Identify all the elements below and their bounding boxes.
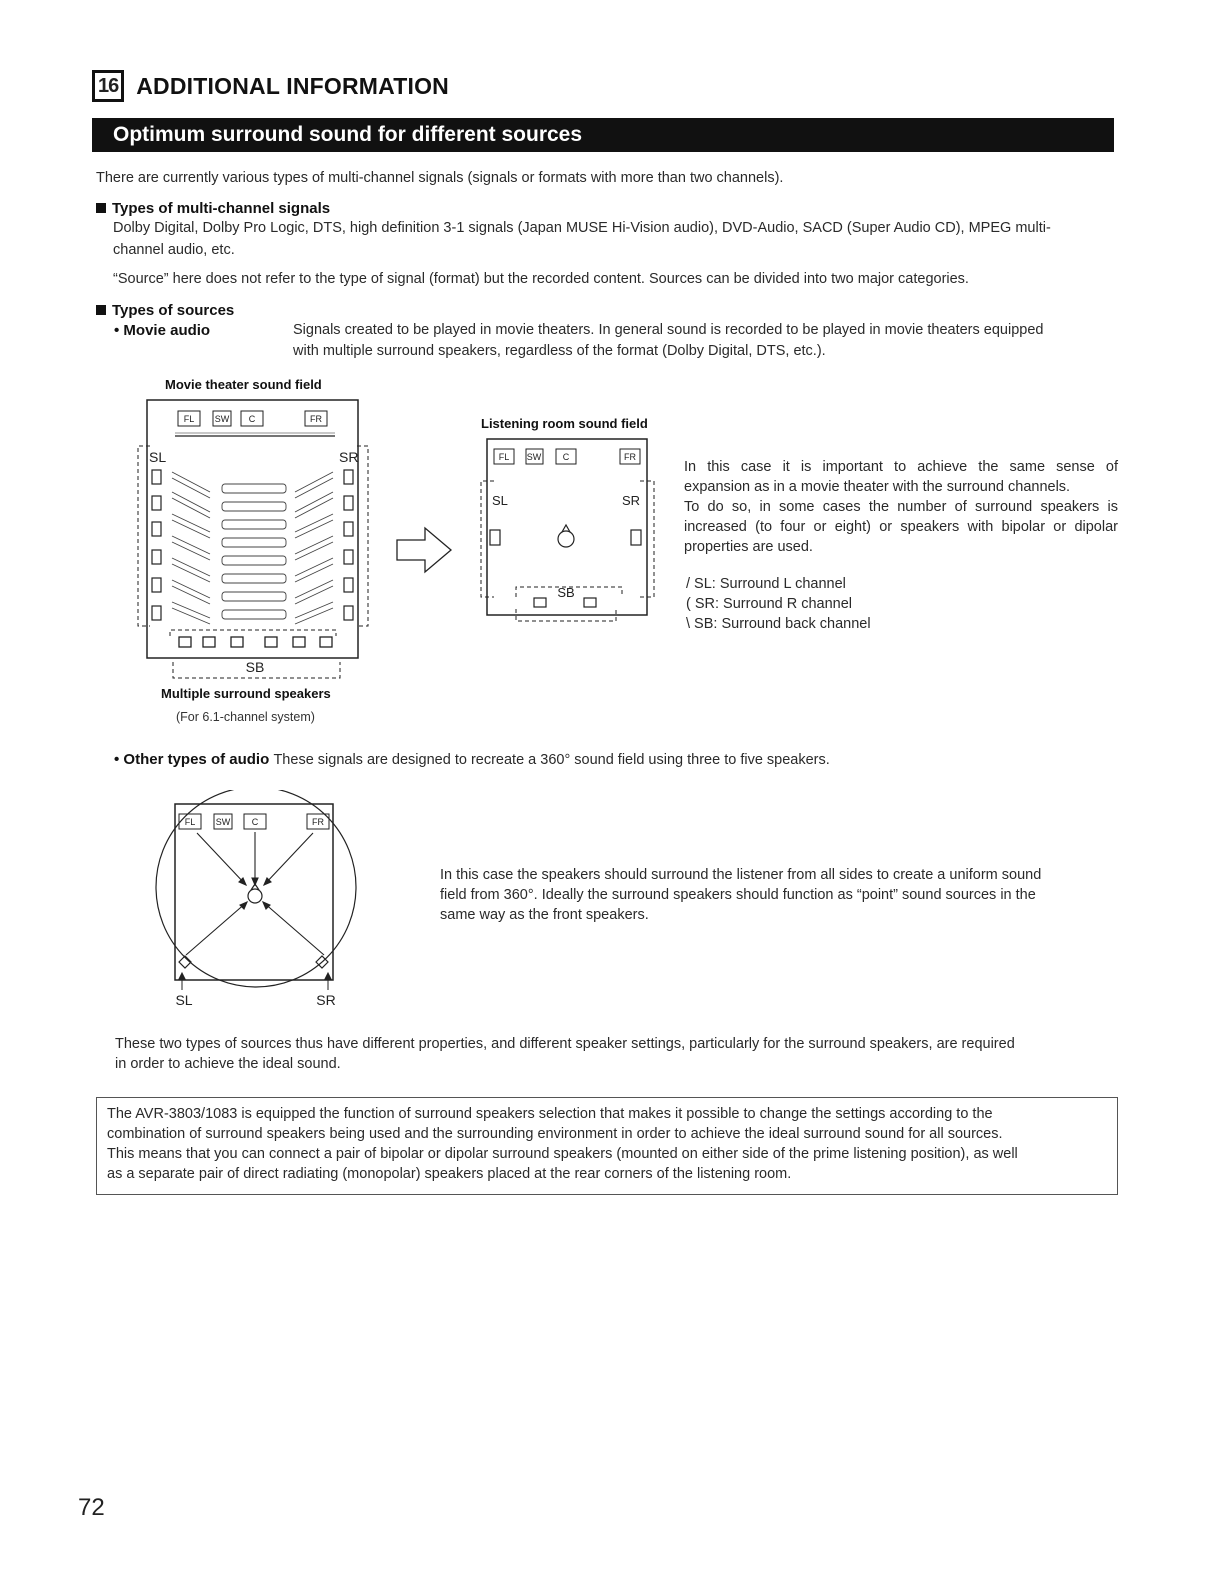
source-note: “Source” here does not refer to the type of signal (format) but the recorded content. Sources can be divided into two major categories. [113, 271, 969, 287]
sl-label: SL [149, 449, 167, 465]
chapter-header [92, 70, 449, 102]
conclusion-text: These two types of sources thus have different properties, and different speaker settings, particularly for the surround speakers, are required in order to achieve the ideal sound. [115, 1036, 1015, 1072]
square-bullet-icon [96, 305, 106, 315]
room-explanation: In this case it is important to achieve the same sense of expansion as in a movie theater with the surround channels. To do so, in some cases the number of surround speakers is increased (to four or eight) or speakers with bipolar or dipolar properties are used. [684, 459, 1118, 555]
multichannel-line-1: Dolby Digital, Dolby Pro Logic, DTS, high definition 3-1 signals (Japan MUSE Hi-Vision audio), DVD-Audio, SACD (Super Audio CD), MPEG multi- [113, 220, 1051, 236]
multichannel-heading: Types of multi-channel signals [96, 200, 330, 217]
sl-label: SL [175, 992, 193, 1008]
sr-label: SR [339, 449, 359, 465]
sl-speaker-icon [490, 530, 500, 545]
legend-sb: \ SB: Surround back channel [686, 616, 871, 632]
section-title: Optimum surround sound for different sources [92, 118, 1114, 152]
chapter-number: 16 [92, 70, 124, 102]
sw-label: SW [214, 414, 230, 424]
sr-speaker-icon [631, 530, 641, 545]
legend-sr: ( SR: Surround R channel [686, 596, 853, 612]
chapter-title: ADDITIONAL INFORMATION [136, 72, 449, 99]
listener-icon [248, 884, 262, 903]
feature-note-box: The AVR-3803/1083 is equipped the function of surround speakers selection that makes it possible to change the settings according to the combination of surround speakers being used and the surrounding environment in order to achieve the ideal surround sound for all sources. This means that you can connect a pair of bipolar or dipolar surround speakers (mounted on either side of the prime listening position), as well as a separate pair of direct radiating (monopolar) speakers placed at the rear corners of the listening room. [96, 1097, 1118, 1195]
listener-icon [558, 525, 574, 547]
theater-diagram [130, 398, 375, 680]
sr-label: SR [622, 493, 641, 508]
fl-label: FL [184, 817, 196, 827]
sw-label: SW [215, 817, 231, 827]
other-audio-desc: These signals are designed to recreate a 360° sound field using three to five speakers. [273, 752, 830, 768]
sources-heading: Types of sources [96, 302, 234, 319]
page-number: 72 [78, 1494, 105, 1521]
room-outline [175, 804, 333, 980]
fl-label: FL [183, 414, 195, 424]
sl-label: SL [492, 493, 508, 508]
movie-audio-line-2: with multiple surround speakers, regardless of the format (Dolby Digital, DTS, etc.). [293, 343, 826, 359]
square-bullet-icon [96, 203, 106, 213]
theater-diagram-title: Movie theater sound field [165, 377, 322, 392]
arrow-right-icon [395, 526, 455, 574]
circle-explanation: In this case the speakers should surround the listener from all sides to create a uniform sound field from 360°. Ideally the surround speakers should function as “point” sound sources in the same way as the front speakers. [440, 867, 1042, 923]
c-label: C [562, 452, 570, 462]
other-audio-item [114, 750, 830, 770]
channel-legend [686, 574, 871, 634]
back-surround-speakers [179, 637, 332, 647]
sw-label: SW [526, 452, 542, 462]
c-label: C [248, 414, 256, 424]
fl-label: FL [498, 452, 510, 462]
fr-label: FR [310, 414, 322, 424]
movie-audio-line-1: Signals created to be played in movie theaters. In general sound is recorded to be played in movie theaters equipped [293, 322, 1044, 338]
room-diagram-title: Listening room sound field [481, 416, 648, 431]
fr-label: FR [312, 817, 324, 827]
movie-audio-label: • Movie audio [114, 322, 211, 339]
sb-label: SB [557, 585, 575, 600]
sb-speaker-icon [534, 598, 546, 607]
legend-sl: / SL: Surround L channel [686, 576, 846, 592]
theater-caption: Multiple surround speakers [161, 686, 331, 701]
theater-seats [172, 472, 333, 624]
circle-diagram [150, 790, 365, 1015]
sb-label: SB [245, 659, 265, 675]
intro-text: There are currently various types of multi-channel signals (signals or formats with more than two channels). [96, 170, 784, 186]
other-audio-label: • Other types of audio [114, 751, 270, 768]
c-label: C [251, 817, 259, 827]
side-surround-speakers [152, 470, 353, 620]
multichannel-line-2: channel audio, etc. [113, 242, 235, 258]
theater-subcaption: (For 6.1-channel system) [176, 710, 315, 724]
sb-speaker-icon [584, 598, 596, 607]
fr-label: FR [624, 452, 636, 462]
sr-label: SR [316, 992, 336, 1008]
room-diagram [474, 437, 664, 627]
